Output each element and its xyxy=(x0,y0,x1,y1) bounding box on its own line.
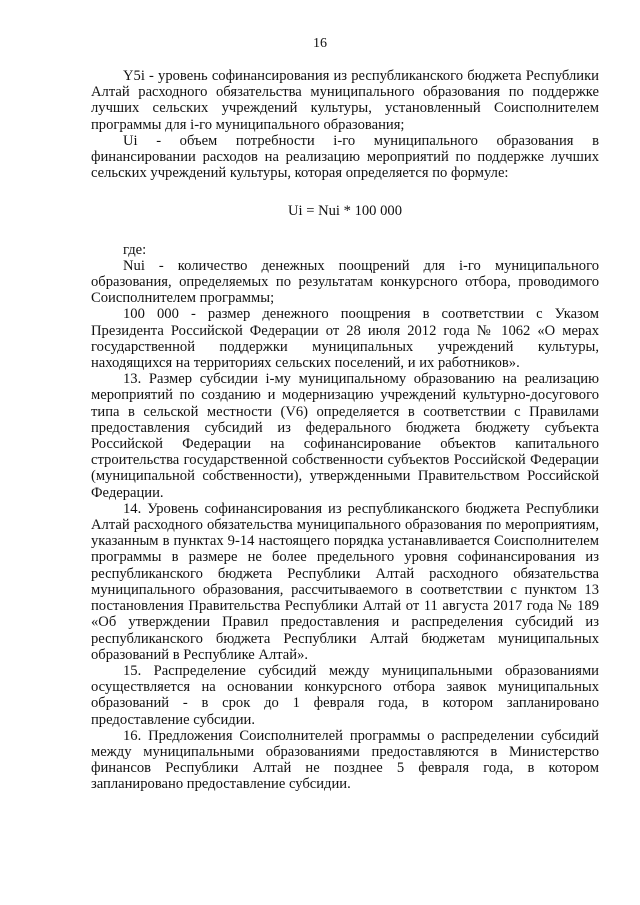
document-body xyxy=(91,68,599,793)
paragraph-y5i-definition: Y5i - уровень софинансирования из республиканского бюджета Республики Алтай расходного обязательства муниципального образования по поддержке лучших сельских учреждений культуры, установленный Соисполнителем программы для i-го муниципального образования; xyxy=(91,68,599,133)
paragraph-ui-definition: Ui - объем потребности i-го муниципального образования в финансировании расходов на реализацию мероприятий по поддержке лучших сельских учреждений культуры, которая определяется по формуле: xyxy=(91,132,599,182)
paragraph-item-13: 13. Размер субсидии i-му муниципальному образованию на реализацию мероприятий по созданию и модернизацию учреждений культурно-досугового типа в сельской местности (V6) определяется в соответствии с Правилами предоставления субсидий из федерального бюджета бюджету субъекта Российской Федерации на софинансирование объектов капитального строительства государственной собственности субъектов Российской Федерации (муниципальной собственности), утвержденными Правительством Российской Федерации. xyxy=(91,371,599,501)
paragraph-item-15: 15. Распределение субсидий между муниципальными образованиями осуществляется на основании конкурсного отбора заявок муниципальных образований - в срок до 1 февраля года, в котором запланировано предоставление субсидии. xyxy=(91,662,599,728)
paragraph-item-14: 14. Уровень софинансирования из республиканского бюджета Республики Алтай расходного обязательства муниципального образования по мероприятиям, указанным в пунктах 9-14 настоящего порядка устанавливается Соисполнителем программы в размере не более предельного уровня софинансирования из республиканского бюджета Республики Алтай расходного обязательства муниципального образования, рассчитываемого в соответствии с пунктом 13 постановления Правительства Республики Алтай от 11 августа 2017 года № 189 «Об утверждении Правил предоставления и распределения субсидий из республиканского бюджета Республики Алтай бюджетам муниципальных образований в Республике Алтай». xyxy=(91,500,599,663)
page-number: 16 xyxy=(313,36,327,51)
formula-ui: Ui = Nui * 100 000 xyxy=(287,203,403,220)
paragraph-where: где: xyxy=(123,241,147,258)
paragraph-nui-definition: Nui - количество денежных поощрений для i-го муниципального образования, определяемых по результатам конкурсного отбора, проводимого Соисполнителем программы; xyxy=(91,257,599,307)
paragraph-item-16: 16. Предложения Соисполнителей программы о распределении субсидий между муниципальными образованиями предоставляются в Министерство финансов Республики Алтай не позднее 5 февраля года, в котором запланировано предоставление субсидии. xyxy=(91,727,599,793)
paragraph-100000-definition: 100 000 - размер денежного поощрения в соответствии с Указом Президента Российской Федерации от 28 июля 2012 года № 1062 «О мерах государственной поддержки муниципальных учреждений культуры, находящихся на территориях сельских поселений, и их работников». xyxy=(91,306,599,372)
